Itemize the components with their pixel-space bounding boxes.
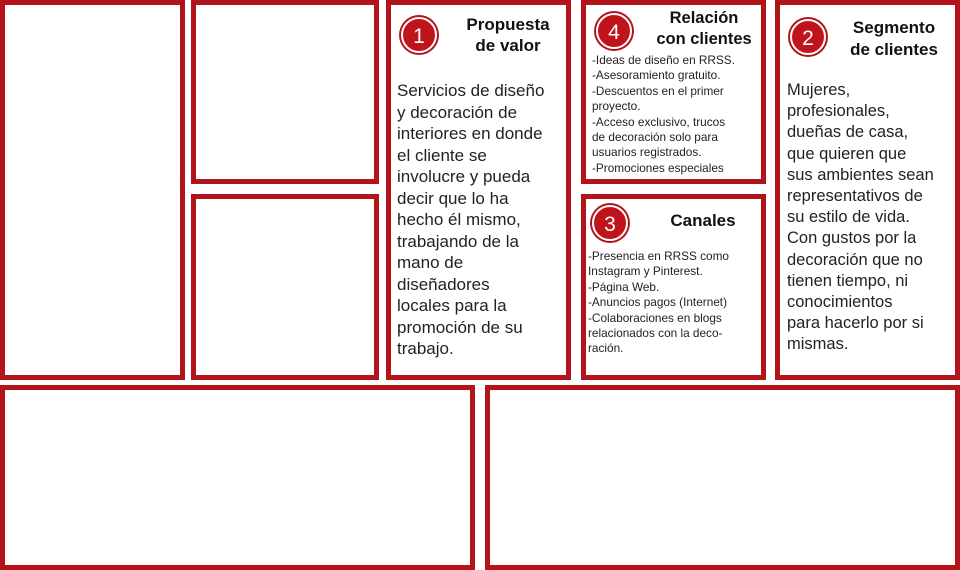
body-line: su estilo de vida. bbox=[787, 208, 910, 227]
value-proposition-block bbox=[386, 0, 571, 380]
body-line: decir que lo ha bbox=[397, 188, 509, 208]
body-line: -Ideas de diseño en RRSS. bbox=[592, 53, 735, 67]
block-title-line: Relación bbox=[669, 9, 739, 27]
block-title-line: de clientes bbox=[850, 39, 938, 59]
body-line: conocimientos bbox=[787, 293, 893, 312]
body-line: Mujeres, bbox=[787, 81, 851, 99]
body-line: Con gustos por la bbox=[787, 229, 917, 248]
channels-block bbox=[581, 194, 766, 380]
empty-block-bottom-right bbox=[485, 385, 960, 570]
customer-relationship-block bbox=[581, 0, 766, 184]
block-body bbox=[588, 249, 729, 357]
body-line: promoción de su bbox=[397, 317, 523, 337]
block-title-line: de valor bbox=[475, 36, 541, 55]
body-line: -Página Web. bbox=[588, 279, 660, 294]
body-line: -Asesoramiento gratuito. bbox=[592, 68, 721, 83]
block-title bbox=[453, 14, 563, 56]
body-line: sus ambientes sean bbox=[787, 165, 934, 184]
body-line: mismas. bbox=[787, 335, 849, 354]
block-body bbox=[592, 53, 735, 176]
body-line: -Presencia en RRSS como bbox=[588, 249, 729, 263]
block-body bbox=[397, 80, 544, 360]
number-badge: 1 bbox=[401, 17, 437, 53]
block-title-line: Propuesta bbox=[466, 15, 550, 34]
body-line: trabajando de la bbox=[397, 231, 519, 251]
number-badge: 4 bbox=[596, 13, 632, 49]
block-title-line: Canales bbox=[670, 211, 736, 230]
body-line: trabajo. bbox=[397, 339, 454, 358]
body-line: proyecto. bbox=[592, 99, 641, 114]
body-line: mano de bbox=[397, 253, 464, 272]
body-line: -Promociones especiales bbox=[592, 160, 724, 175]
body-line: dueñas de casa, bbox=[787, 123, 909, 142]
empty-block-bottom-left bbox=[0, 385, 475, 570]
body-line: que quieren que bbox=[787, 144, 907, 163]
block-title bbox=[836, 17, 952, 60]
block-title bbox=[644, 8, 764, 49]
body-line: diseñadores bbox=[397, 274, 490, 294]
body-line: profesionales, bbox=[787, 102, 890, 121]
body-line: el cliente se bbox=[397, 145, 487, 165]
customer-segment-block bbox=[775, 0, 960, 380]
empty-block-top-middle bbox=[191, 0, 379, 184]
body-line: hecho él mismo, bbox=[397, 210, 521, 229]
block-title bbox=[648, 210, 758, 231]
number-badge: 2 bbox=[790, 19, 826, 55]
block-title-line: Segmento bbox=[852, 18, 936, 37]
body-line: tienen tiempo, ni bbox=[787, 271, 909, 290]
body-line: de decoración solo para bbox=[592, 130, 718, 145]
body-line: -Colaboraciones en blogs bbox=[588, 310, 722, 325]
number-badge: 3 bbox=[592, 205, 628, 241]
body-line: relacionados con la deco- bbox=[588, 326, 723, 341]
body-line: involucre y pueda bbox=[397, 167, 531, 186]
body-line: -Anuncios pagos (Internet) bbox=[588, 295, 728, 310]
body-line: interiores en donde bbox=[397, 124, 543, 143]
body-line: y decoración de bbox=[397, 102, 518, 122]
body-line: para hacerlo por si bbox=[787, 314, 924, 333]
body-line: usuarios registrados. bbox=[592, 145, 702, 160]
body-line: decoración que no bbox=[787, 250, 923, 269]
body-line: Servicios de diseño bbox=[397, 81, 545, 100]
body-line: representativos de bbox=[787, 187, 923, 206]
body-line: Instagram y Pinterest. bbox=[588, 264, 703, 279]
body-line: -Descuentos en el primer bbox=[592, 83, 724, 98]
empty-block-bottom-middle bbox=[191, 194, 379, 380]
body-line: -Acceso exclusivo, trucos bbox=[592, 114, 726, 129]
empty-block-left bbox=[0, 0, 185, 380]
body-line: locales para la bbox=[397, 296, 507, 315]
body-line: ración. bbox=[588, 341, 624, 356]
block-title-line: con clientes bbox=[656, 29, 752, 48]
block-body bbox=[787, 80, 934, 356]
